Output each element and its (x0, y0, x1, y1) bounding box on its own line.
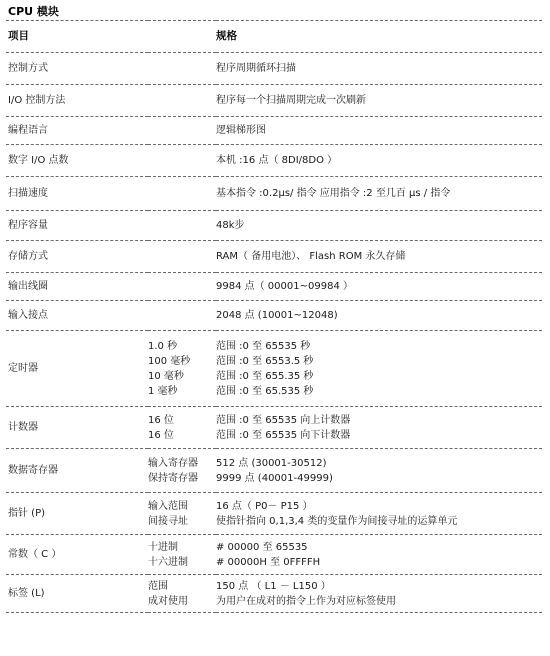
row-spec (216, 85, 542, 117)
row-sub-labels (148, 535, 216, 575)
row-spec (216, 331, 542, 407)
header-spec: 规格 (216, 30, 237, 42)
table-row (6, 85, 542, 117)
row-item-label: 常数（ C ） (8, 549, 62, 560)
row-item-label: 扫描速度 (8, 188, 48, 199)
table-row (6, 145, 542, 177)
row-spec-line: 范围 :0 至 65.535 秒 (216, 385, 314, 397)
row-spec (216, 273, 542, 301)
row-sub-label: 间接寻址 (148, 515, 188, 527)
row-sub-labels (148, 407, 216, 449)
row-spec-line: 程序周期循环扫描 (216, 63, 296, 74)
row-item-label: 定时器 (8, 363, 38, 374)
row-sub-label: 保持寄存器 (148, 472, 198, 484)
row-sub-labels (148, 331, 216, 407)
table-row (6, 493, 542, 535)
row-sub-label: 1.0 秒 (148, 340, 178, 352)
table-row (6, 331, 542, 407)
row-spec (216, 117, 542, 145)
row-sub-label: 十六进制 (148, 556, 188, 568)
row-sub-label: 100 毫秒 (148, 355, 191, 367)
table-row (6, 449, 542, 493)
row-spec-line: 范围 :0 至 65535 向上计数器 (216, 414, 351, 426)
row-spec (216, 241, 542, 273)
header-item: 项目 (8, 30, 29, 42)
row-spec (216, 535, 542, 575)
table-row (6, 575, 542, 613)
table-row (6, 241, 542, 273)
table-row (6, 211, 542, 241)
row-sub-labels (148, 493, 216, 535)
row-sub-labels (148, 117, 216, 145)
row-spec-line: 本机 :16 点（ 8DI/8DO ） (216, 155, 338, 166)
row-spec-line: 150 点 （ L1 － L150 ） (216, 580, 331, 592)
row-spec (216, 177, 542, 211)
row-sub-labels (148, 575, 216, 613)
row-sub-labels (148, 85, 216, 117)
table-header-row (6, 21, 542, 53)
row-spec-line: 为用户在成对的指令上作为对应标签使用 (216, 595, 396, 607)
row-sub-labels (148, 449, 216, 493)
row-spec (216, 493, 542, 535)
row-sub-labels (148, 273, 216, 301)
row-item-label: 标签 (L) (8, 588, 45, 599)
row-sub-label: 16 位 (148, 414, 174, 426)
row-spec (216, 53, 542, 85)
row-item-label: 数据寄存器 (8, 465, 58, 476)
row-sub-labels (148, 211, 216, 241)
row-sub-label: 1 毫秒 (148, 385, 178, 397)
row-item-label: 控制方式 (8, 63, 48, 74)
row-spec-line: 48k步 (216, 220, 245, 231)
row-spec (216, 301, 542, 331)
row-spec-line: 范围 :0 至 65535 秒 (216, 340, 311, 352)
row-item-label: 输出线圈 (8, 281, 48, 292)
row-spec (216, 211, 542, 241)
row-sub-label: 范围 (148, 580, 168, 592)
table-row (6, 117, 542, 145)
table-row (6, 407, 542, 449)
table-row (6, 53, 542, 85)
row-spec-line: 基本指令 :0.2μs/ 指令 应用指令 :2 至几百 μs / 指令 (216, 188, 451, 199)
row-spec-line: 使指针指向 0,1,3,4 类的变量作为间接寻址的运算单元 (216, 515, 458, 527)
row-sub-label: 输入寄存器 (148, 457, 198, 469)
row-spec (216, 449, 542, 493)
row-spec (216, 575, 542, 613)
row-sub-labels (148, 241, 216, 273)
row-item-label: 输入接点 (8, 310, 48, 321)
row-sub-labels (148, 177, 216, 211)
row-spec (216, 145, 542, 177)
table-row (6, 301, 542, 331)
row-spec-line: 9999 点 (40001-49999) (216, 472, 333, 484)
row-item-label: 数字 I/O 点数 (8, 155, 69, 166)
row-item-label: 存储方式 (8, 251, 48, 262)
spec-table-body (6, 21, 542, 613)
row-spec-line: # 00000H 至 0FFFFH (216, 556, 321, 568)
row-sub-labels (148, 53, 216, 85)
spec-table (6, 20, 542, 613)
row-spec-line: 范围 :0 至 655.35 秒 (216, 370, 314, 382)
row-spec-line: 512 点 (30001-30512) (216, 457, 327, 469)
row-spec (216, 407, 542, 449)
row-spec-line: 2048 点 (10001~12048) (216, 310, 338, 321)
row-item-label: 计数器 (8, 422, 38, 433)
table-row (6, 273, 542, 301)
row-spec-line: 范围 :0 至 65535 向下计数器 (216, 429, 351, 441)
row-spec-line: 16 点（ P0－ P15 ） (216, 500, 313, 512)
row-sub-label: 十进制 (148, 541, 178, 553)
page-title: CPU 模块 (8, 5, 59, 18)
header-sub (148, 21, 216, 53)
table-row (6, 535, 542, 575)
row-sub-labels (148, 301, 216, 331)
row-spec-line: 逻辑梯形图 (216, 125, 266, 136)
row-spec-line: 范围 :0 至 6553.5 秒 (216, 355, 314, 367)
row-item-label: 指针 (P) (8, 508, 46, 519)
row-sub-label: 输入范围 (148, 500, 188, 512)
row-spec-line: 程序每一个扫描周期完成一次刷新 (216, 95, 366, 106)
row-spec-line: 9984 点（ 00001~09984 ） (216, 281, 353, 292)
row-sub-label: 10 毫秒 (148, 370, 184, 382)
row-item-label: 程序容量 (8, 220, 48, 231)
row-item-label: 编程语言 (8, 125, 48, 136)
row-sub-label: 16 位 (148, 429, 174, 441)
row-item-label: I/O 控制方法 (8, 95, 66, 106)
row-sub-label: 成对使用 (148, 595, 188, 607)
row-sub-labels (148, 145, 216, 177)
row-spec-line: RAM（ 备用电池）、 Flash ROM 永久存储 (216, 251, 406, 262)
table-row (6, 177, 542, 211)
row-spec-line: # 00000 至 65535 (216, 541, 308, 553)
